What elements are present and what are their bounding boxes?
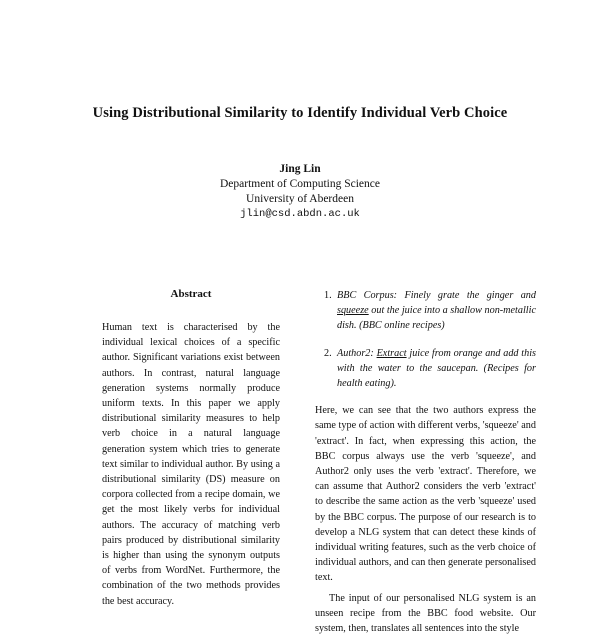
example-verb: Extract bbox=[376, 347, 407, 359]
body-paragraph: Here, we can see that the two authors express the same type of action with different verbs, 'squeeze' and 'extract'. In fact, when expressing this action, the BBC corpus always use the verb 'squeeze', and Author2 only uses the verb 'extract'. Therefore, we can assume that Author2 considers the verb 'extract' to describe the same action as the verb 'squeeze' used by the BBC corpus. The purpose of our research is to develop a NLG system that can detect these kinds of individual writing features, such as the verb choice of individual authors, and can then generate personalised text. bbox=[315, 405, 536, 584]
example-suffix: out the juice into a shallow non-metallic dish. (BBC online recipes) bbox=[337, 305, 536, 332]
author-name: Jing Lin bbox=[279, 163, 321, 175]
example-number: 2. bbox=[324, 347, 332, 359]
example-prefix: Author2: bbox=[337, 347, 374, 359]
abstract-text: Human text is characterised by the individual lexical choices of a specific author. Significant variations exist between authors. In contrast, natural language generation systems normally produce uniform texts. In this paper we apply distributional similarity measures to help verb choice in a natural language generation system which tries to generate text similar to individual author. By using a distributional similarity (DS) measure on corpora collected from a recipe domain, we get the most likely verbs for individual authors. The accuracy of matching verb pairs produced by distributional similarity is higher than using the synonym outputs of verbs from WordNet. Furthermore, the combination of the two methods provides the best accuracy. bbox=[102, 322, 280, 607]
author-university: University of Aberdeen bbox=[246, 193, 354, 205]
example-prefix: BBC Corpus: Finely grate the ginger and bbox=[337, 290, 536, 301]
example-item-2 bbox=[315, 346, 536, 392]
left-column bbox=[102, 288, 280, 609]
example-item-1 bbox=[315, 288, 536, 334]
abstract-heading: Abstract bbox=[170, 288, 212, 300]
paper-title: Using Distributional Similarity to Identify Individual Verb Choice bbox=[92, 105, 508, 121]
example-suffix: juice from orange and add this with the water to the saucepan. (Recipes for health eating). bbox=[337, 347, 537, 390]
example-verb: squeeze bbox=[337, 305, 369, 317]
author-email: jlin@csd.abdn.ac.uk bbox=[240, 208, 360, 220]
right-column bbox=[315, 288, 536, 636]
author-block bbox=[0, 162, 600, 222]
body-paragraph: The input of our personalised NLG system is an unseen recipe from the BBC food website. Our system, then, translates all sentences into the style bbox=[315, 592, 536, 635]
example-number: 1. bbox=[324, 290, 332, 301]
author-department: Department of Computing Science bbox=[219, 178, 380, 190]
